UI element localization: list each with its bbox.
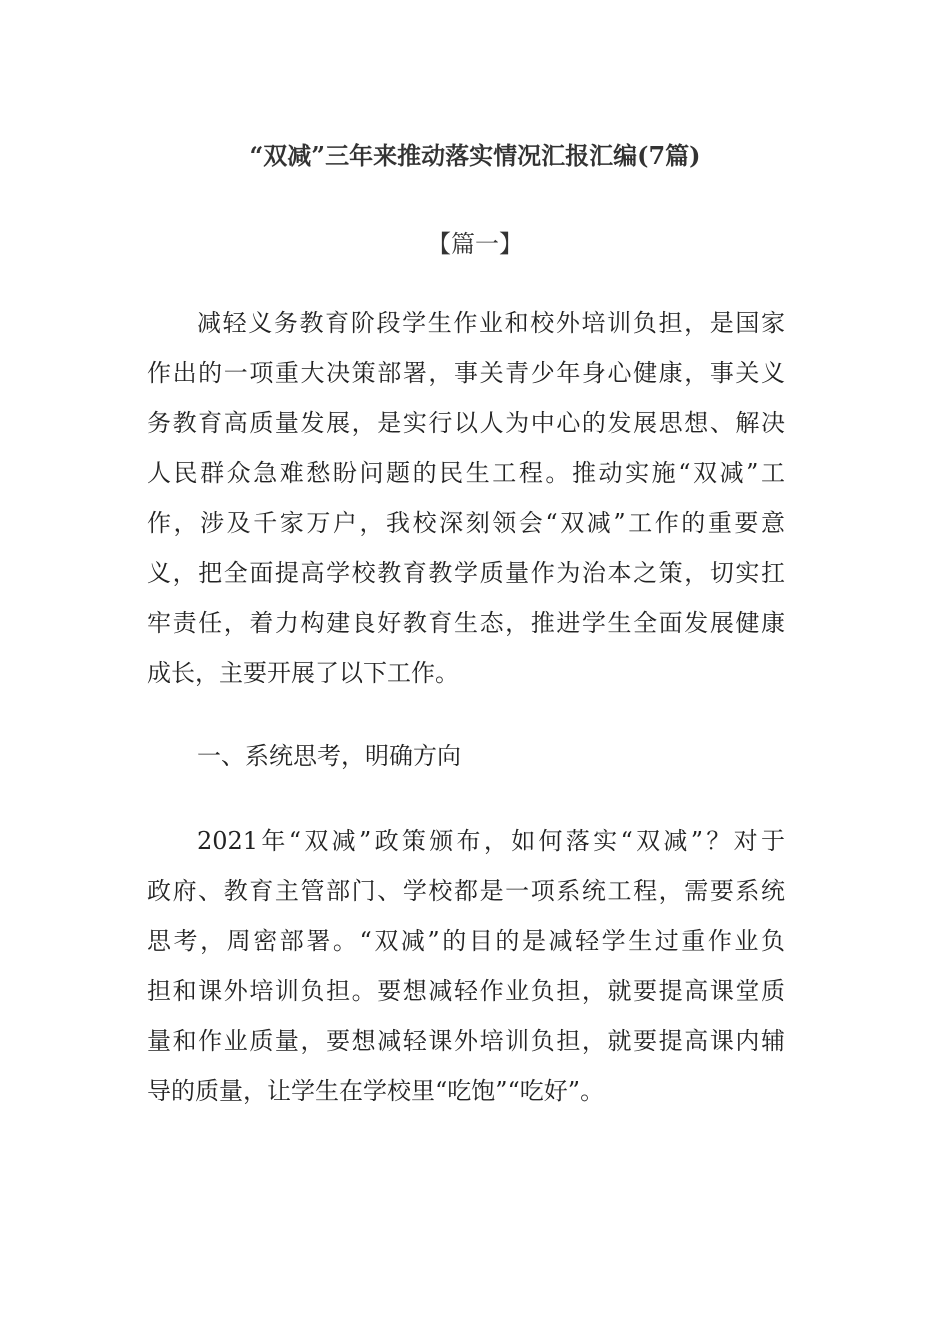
paragraph-line: 义，把全面提高学校教育教学质量作为治本之策，切实扛 — [147, 559, 785, 587]
paragraph-line: 政府、教育主管部门、学校都是一项系统工程，需要系统 — [147, 877, 785, 905]
paragraph-line: 量和作业质量，要想减轻课外培训负担，就要提高课内辅 — [147, 1027, 785, 1055]
paragraph-line: 2021年“双减”政策颁布，如何落实“双减”？对于 — [197, 827, 785, 855]
paragraph-line: 导的质量，让学生在学校里“吃饱”“吃好”。 — [147, 1077, 605, 1105]
paragraph-line: 担和课外培训负担。要想减轻作业负担，就要提高课堂质 — [147, 977, 785, 1005]
paragraph-line: 人民群众急难愁盼问题的民生工程。推动实施“双减”工 — [147, 459, 785, 487]
paragraph-line: 务教育高质量发展，是实行以人为中心的发展思想、解决 — [147, 409, 785, 437]
section-label: 【篇一】 — [427, 230, 523, 258]
paragraph-line: 思考，周密部署。“双减”的目的是减轻学生过重作业负 — [147, 927, 785, 955]
paragraph-line: 作出的一项重大决策部署，事关青少年身心健康，事关义 — [147, 359, 785, 387]
paragraph-line: 减轻义务教育阶段学生作业和校外培训负担，是国家 — [197, 309, 785, 337]
paragraph-line: 牢责任，着力构建良好教育生态，推进学生全面发展健康 — [147, 609, 785, 637]
document-title: “双减”三年来推动落实情况汇报汇编(7篇) — [249, 141, 701, 170]
section-heading: 一、系统思考，明确方向 — [197, 742, 461, 770]
paragraph-1 — [147, 298, 785, 698]
paragraph-2 — [147, 816, 785, 1116]
paragraph-line: 作，涉及千家万户，我校深刻领会“双减”工作的重要意 — [147, 509, 785, 537]
paragraph-line: 成长，主要开展了以下工作。 — [147, 659, 459, 687]
